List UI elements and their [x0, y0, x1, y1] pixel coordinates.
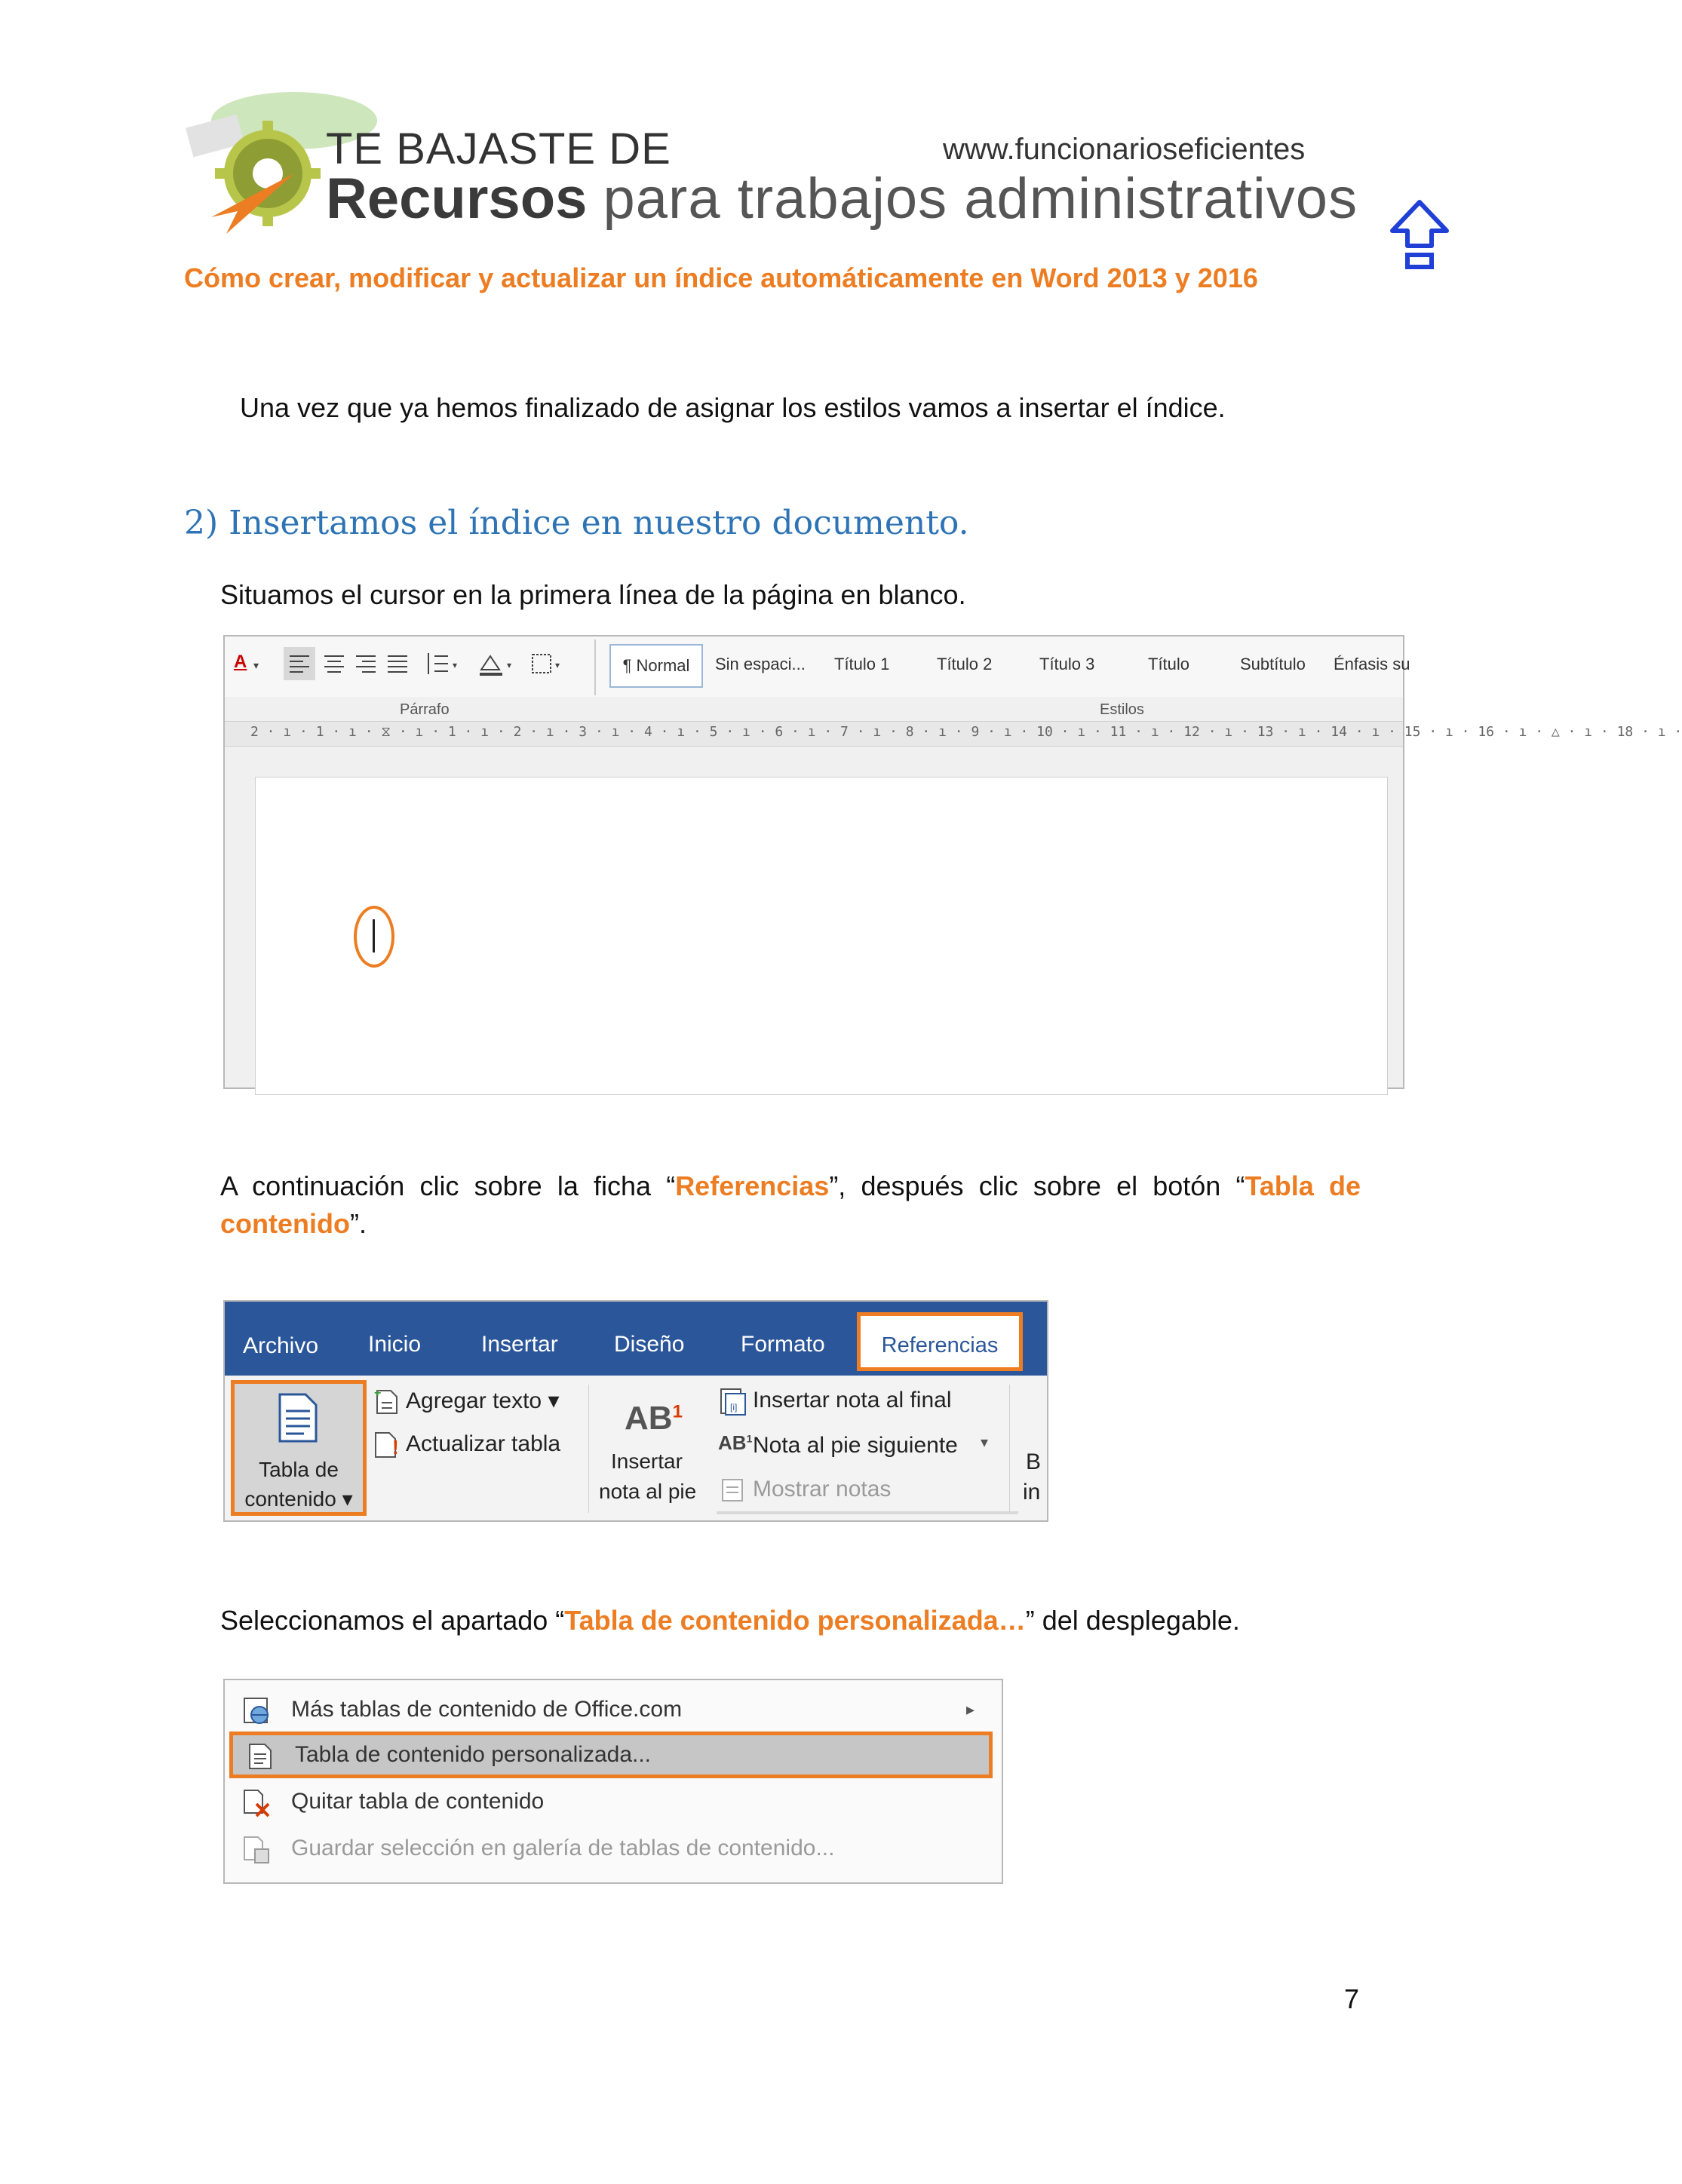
next-footnote-button[interactable]: Nota al pie siguiente — [753, 1433, 958, 1458]
style-subtle-emphasis[interactable]: Énfasis su — [1334, 655, 1410, 673]
tab-inicio[interactable]: Inicio — [368, 1332, 422, 1357]
remove-toc-icon — [241, 1787, 272, 1817]
svg-text:!: ! — [392, 1436, 399, 1459]
align-right-icon[interactable] — [350, 647, 382, 680]
line-spacing-icon[interactable] — [422, 647, 463, 680]
group-label-paragraph: Párrafo — [400, 701, 450, 718]
style-heading-2[interactable]: Título 2 — [937, 655, 993, 673]
svg-text:▾: ▾ — [555, 660, 560, 670]
step3-text-a: Seleccionamos el apartado “ — [220, 1605, 565, 1636]
intro-paragraph: Una vez que ya hemos finalizado de asignar los estilos vamos a insertar el índice. — [240, 392, 1226, 423]
step2-text-b: ”, después clic sobre el botón “ — [829, 1170, 1245, 1201]
svg-text:▾: ▾ — [507, 660, 512, 670]
align-center-icon[interactable] — [318, 647, 350, 680]
svg-text:+: + — [374, 1387, 382, 1400]
tab-referencias[interactable]: Referencias — [857, 1312, 1023, 1371]
group-separator — [1009, 1385, 1010, 1513]
menu-item-more-tocs[interactable] — [225, 1686, 1002, 1733]
style-no-spacing[interactable]: Sin espaci... — [715, 655, 806, 673]
tab-diseno[interactable]: Diseño — [614, 1332, 685, 1357]
menu-item-remove-toc[interactable] — [225, 1778, 1002, 1825]
style-subtitle[interactable]: Subtítulo — [1240, 655, 1306, 673]
style-heading-3[interactable]: Título 3 — [1039, 655, 1095, 673]
insert-endnote-icon[interactable] — [717, 1385, 750, 1418]
step2-highlight-referencias: Referencias — [675, 1170, 830, 1201]
step2-paragraph — [220, 1167, 1361, 1243]
logo-text-top: TE BAJASTE DE — [326, 124, 671, 173]
menu-item-label: Guardar selección en galería de tablas de contenido... — [291, 1836, 835, 1860]
group-separator — [594, 640, 596, 695]
group-label-styles: Estilos — [1100, 701, 1144, 718]
update-table-button[interactable]: Actualizar tabla — [406, 1431, 561, 1456]
font-color-icon[interactable]: A — [234, 652, 247, 672]
blank-page[interactable] — [255, 777, 1388, 1095]
menu-item-label: Más tablas de contenido de Office.com — [291, 1697, 683, 1722]
insert-endnote-button[interactable]: Insertar nota al final — [753, 1388, 952, 1413]
footnote-superscript: 1 — [672, 1401, 683, 1422]
step2-text-c: ”. — [349, 1208, 367, 1239]
toc-label-line1: Tabla de — [259, 1458, 339, 1481]
svg-text:[i]: [i] — [730, 1402, 738, 1413]
insert-footnote-label-2[interactable]: nota al pie — [599, 1480, 697, 1503]
insert-footnote-label-1[interactable]: Insertar — [611, 1449, 683, 1473]
tab-archivo[interactable]: Archivo — [243, 1333, 319, 1358]
step3-paragraph — [220, 1605, 1240, 1636]
cut-off-label-2[interactable]: in — [1023, 1480, 1041, 1505]
site-url[interactable]: www.funcionarioseficientes — [943, 133, 1306, 166]
show-notes-button: Mostrar notas — [753, 1477, 892, 1502]
next-footnote-dropdown-icon[interactable]: ▾ — [981, 1434, 989, 1451]
cursor-highlight — [354, 906, 394, 968]
style-heading-1[interactable]: Título 1 — [834, 655, 890, 673]
step3-highlight: Tabla de contenido personalizada… — [564, 1605, 1026, 1636]
section-title: Insertamos el índice en nuestro documento. — [229, 504, 969, 542]
align-left-icon[interactable] — [284, 647, 315, 680]
section-heading — [184, 504, 969, 542]
table-of-contents-button[interactable] — [231, 1380, 367, 1516]
add-text-icon[interactable] — [373, 1386, 400, 1416]
menu-item-custom-toc[interactable] — [229, 1732, 993, 1778]
table-of-contents-icon — [275, 1391, 321, 1444]
show-notes-icon — [720, 1477, 747, 1504]
up-arrow-icon[interactable] — [1386, 198, 1453, 273]
step3-text-b: ” del desplegable. — [1025, 1605, 1240, 1636]
custom-toc-icon — [245, 1741, 275, 1771]
update-table-icon[interactable] — [373, 1430, 403, 1460]
ruler-scale: 2 · ı · 1 · ı · ⧖ · ı · 1 · ı · 2 · ı · 3 · ı · 4 · ı · 5 · ı · 6 · ı · 7 · ı · 8 · ı · 9 · ı · 10 · ı · 11 · ı · 12 · ı · 13 · ı · 14 · ı · 15 · ı · 16 · ı · △ · ı · 18 · ı · — [250, 724, 1682, 740]
document-title: Cómo crear, modificar y actualizar un índice automáticamente en Word 2013 y 2016 — [184, 262, 1258, 293]
next-footnote-icon[interactable]: $AB^1$ — [718, 1431, 753, 1454]
group-separator — [588, 1385, 589, 1513]
screenshot-ribbon-blank-page — [223, 635, 1682, 1089]
office-globe-icon — [241, 1695, 272, 1725]
ribbon-group-border — [717, 1511, 1018, 1514]
horizontal-ruler[interactable] — [225, 721, 1682, 747]
justify-icon[interactable] — [382, 647, 413, 680]
text-cursor — [373, 919, 375, 952]
add-text-button[interactable]: Agregar texto ▾ — [406, 1388, 560, 1413]
section-number: 2) — [184, 504, 219, 542]
style-title[interactable]: Título — [1148, 655, 1190, 673]
logo-text-light: para trabajos administrativos — [603, 167, 1358, 231]
ribbon-tab-bar — [225, 1302, 1047, 1376]
footnote-ab-glyph: AB — [625, 1400, 673, 1437]
logo-graphic — [181, 90, 347, 241]
logo-text-strong: Recursos — [326, 167, 588, 231]
menu-item-label: Quitar tabla de contenido — [291, 1789, 545, 1814]
screenshot-referencias-ribbon — [223, 1300, 1048, 1522]
logo-text-main — [326, 167, 1358, 231]
cut-off-label-1[interactable]: B — [1026, 1449, 1042, 1474]
menu-item-save-selection — [225, 1825, 1002, 1872]
tab-formato[interactable]: Formato — [741, 1332, 825, 1357]
toc-label-line2: contenido ▾ — [244, 1487, 353, 1511]
step1-paragraph: Situamos el cursor en la primera línea de la página en blanco. — [220, 579, 966, 610]
submenu-arrow-icon: ▸ — [965, 1700, 975, 1719]
font-color-dropdown-icon[interactable]: ▾ — [253, 659, 259, 671]
save-selection-icon — [241, 1834, 272, 1864]
svg-text:▾: ▾ — [453, 660, 458, 670]
menu-item-label: Tabla de contenido personalizada... — [295, 1742, 652, 1767]
ribbon-home-row — [225, 636, 1410, 697]
step2-text-a: A continuación clic sobre la ficha “ — [220, 1170, 676, 1201]
screenshot-toc-dropdown — [223, 1679, 1003, 1884]
tab-insertar[interactable]: Insertar — [481, 1332, 558, 1357]
borders-icon[interactable] — [526, 647, 572, 680]
page-number: 7 — [1344, 1983, 1360, 2014]
shading-icon[interactable] — [474, 647, 519, 680]
insert-footnote-icon[interactable] — [625, 1400, 683, 1437]
style-normal[interactable]: ¶ Normal — [609, 644, 703, 688]
step2-highlight-tabla: Tabla de contenido — [220, 1170, 1361, 1239]
